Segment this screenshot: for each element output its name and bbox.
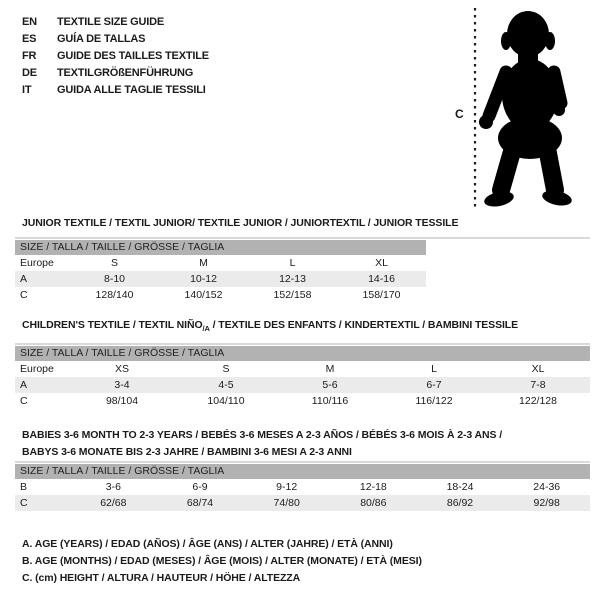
language-code: FR <box>22 50 37 62</box>
table-row <box>15 479 590 495</box>
language-code: EN <box>22 16 37 28</box>
table-cell: 24-36 <box>533 481 561 493</box>
language-code: IT <box>22 84 32 96</box>
table-cell: 6-9 <box>192 481 208 493</box>
table-cell: 4-5 <box>218 379 234 391</box>
language-row <box>22 48 209 65</box>
junior-size-header: SIZE / TALLA / TAILLE / GRÖSSE / TAGLIA <box>15 240 426 255</box>
babies-title-line1: BABIES 3-6 MONTH TO 2-3 YEARS / BEBÉS 3-6 MESES A 2-3 AÑOS / BÉBÉS 3-6 MOIS À 2-3 ANS / <box>22 429 503 441</box>
divider-rule <box>15 237 590 239</box>
table-cell: 10-12 <box>190 273 217 285</box>
divider-rule <box>15 343 590 345</box>
table-cell: M <box>325 363 335 375</box>
children-title-sub: /A <box>202 324 210 334</box>
table-cell: 104/110 <box>207 395 245 407</box>
divider-rule <box>15 461 590 463</box>
table-cell: XL <box>375 257 388 269</box>
row-label: C <box>20 497 28 509</box>
footnote-height-cm: C. (cm) HEIGHT / ALTURA / HAUTEUR / HÖHE / ALTEZZA <box>22 572 301 584</box>
table-cell: 86/92 <box>446 497 474 509</box>
language-label: TEXTILGRÖßENFÜHRUNG <box>57 67 194 79</box>
table-cell: L <box>289 257 296 269</box>
footnote-age-years: A. AGE (YEARS) / EDAD (AÑOS) / ÂGE (ANS) / ALTER (JAHRE) / ETÀ (ANNI) <box>22 538 393 550</box>
babies-size-header: SIZE / TALLA / TAILLE / GRÖSSE / TAGLIA <box>15 464 590 479</box>
table-cell: 158/170 <box>362 289 401 301</box>
table-cell: 122/128 <box>519 395 557 407</box>
table-cell: 3-4 <box>114 379 130 391</box>
figure-height-label: C <box>455 107 464 121</box>
row-label: Europe <box>20 257 54 269</box>
language-row <box>22 82 209 99</box>
language-row <box>22 65 209 82</box>
children-section-title <box>22 319 518 335</box>
table-cell: 98/104 <box>105 395 139 407</box>
row-label: A <box>20 273 28 285</box>
table-cell: 5-6 <box>322 379 338 391</box>
table-cell: 8-10 <box>103 273 125 285</box>
table-cell: M <box>199 257 208 269</box>
table-cell: 92/98 <box>533 497 560 509</box>
children-title-post: / TEXTILE DES ENFANTS / KINDERTEXTIL / BAMBINI TESSILE <box>209 319 519 331</box>
table-cell: 74/80 <box>273 497 300 509</box>
row-label: A <box>20 379 28 391</box>
table-cell: 3-6 <box>105 481 121 493</box>
table-cell: 7-8 <box>530 379 546 391</box>
table-cell: 80/86 <box>360 497 387 509</box>
table-row <box>15 287 426 303</box>
table-cell: XL <box>531 363 545 375</box>
row-label: Europe <box>20 363 54 375</box>
table-cell: 18-24 <box>446 481 474 493</box>
table-row <box>15 271 426 287</box>
children-title-pre: CHILDREN'S TEXTILE / TEXTIL NIÑO <box>22 319 203 331</box>
table-cell: 9-12 <box>276 481 298 493</box>
table-cell: 128/140 <box>95 289 134 301</box>
junior-section-title: JUNIOR TEXTILE / TEXTIL JUNIOR/ TEXTILE JUNIOR / JUNIORTEXTIL / JUNIOR TESSILE <box>22 217 459 229</box>
table-row <box>15 255 426 271</box>
table-cell: L <box>431 363 437 375</box>
row-label: B <box>20 481 28 493</box>
table-cell: 68/74 <box>186 497 214 509</box>
table-row <box>15 377 590 393</box>
table-cell: 140/152 <box>184 289 223 301</box>
table-row <box>15 495 590 511</box>
language-row <box>22 31 209 48</box>
table-cell: 116/122 <box>415 395 453 407</box>
table-cell: 62/68 <box>100 497 127 509</box>
table-cell: 14-16 <box>368 273 395 285</box>
row-label: C <box>20 289 28 301</box>
table-cell: S <box>110 257 118 269</box>
table-cell: 12-18 <box>359 481 387 493</box>
language-label: GUIDE DES TAILLES TEXTILE <box>57 50 209 62</box>
children-size-header: SIZE / TALLA / TAILLE / GRÖSSE / TAGLIA <box>15 346 590 361</box>
baby-silhouette <box>479 11 573 209</box>
language-row <box>22 14 209 31</box>
table-row <box>15 361 590 377</box>
table-cell: 12-13 <box>279 273 306 285</box>
language-title-list <box>22 14 209 99</box>
table-row <box>15 393 590 409</box>
babies-title-line2: BABYS 3-6 MONATE BIS 2-3 JAHRE / BAMBINI 3-6 MESI A 2-3 ANNI <box>22 446 352 458</box>
language-label: GUIDA ALLE TAGLIE TESSILI <box>57 84 206 96</box>
language-code: DE <box>22 67 37 79</box>
table-cell: S <box>222 363 230 375</box>
footnote-age-months: B. AGE (MONTHS) / EDAD (MESES) / ÂGE (MOIS) / ALTER (MONATE) / ETÀ (MESI) <box>22 555 422 567</box>
language-code: ES <box>22 33 37 45</box>
table-cell: 6-7 <box>426 379 442 391</box>
table-cell: 110/116 <box>311 395 349 407</box>
babies-section-title <box>22 427 582 461</box>
table-cell: 152/158 <box>273 289 312 301</box>
baby-silhouette-figure <box>440 0 600 220</box>
language-label: GUÍA DE TALLAS <box>57 33 146 45</box>
row-label: C <box>20 395 28 407</box>
table-cell: XS <box>114 363 129 375</box>
language-label: TEXTILE SIZE GUIDE <box>57 16 165 28</box>
